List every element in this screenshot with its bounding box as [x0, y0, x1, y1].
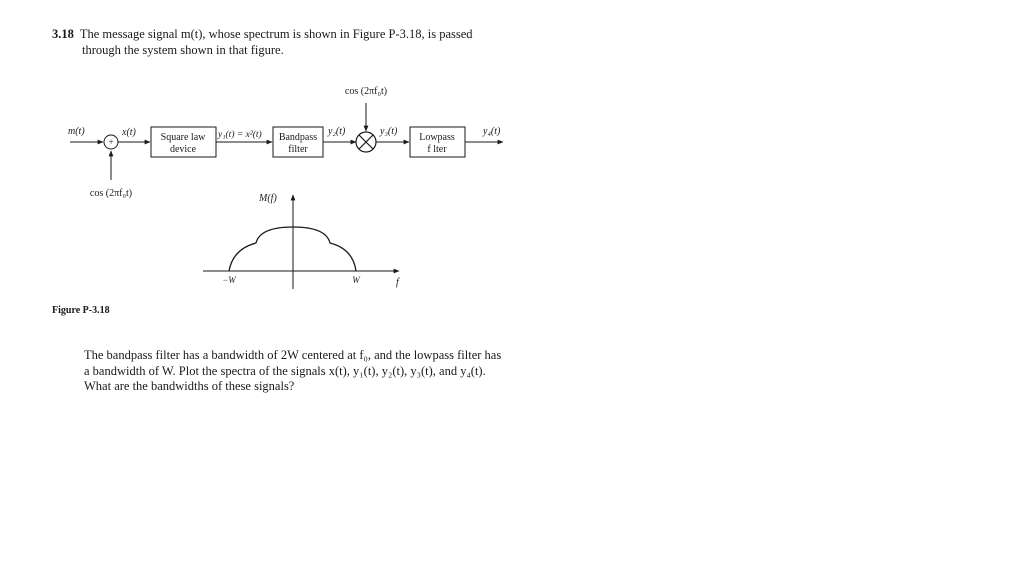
adder-sign: +	[108, 137, 114, 147]
bandpass-label-2: filter	[288, 144, 308, 155]
signal-y1-label: y₁(t) = x²(t)	[218, 130, 262, 140]
followup-line-3: What are the bandwidths of these signals?	[84, 379, 295, 393]
problem-line-1: The message signal m(t), whose spectrum is shown in Figure P-3.18, is passed	[79, 27, 473, 41]
spectrum-tick-neg-w: −W	[222, 275, 236, 285]
carrier-top-label: cos (2πf₀t)	[344, 86, 388, 97]
followup-line-2: a bandwidth of W. Plot the spectra of the signals x(t), y₁(t), y₂(t), y₃(t), and y₄(t).	[84, 363, 486, 378]
carrier-bottom-label: cos (2πf₀t)	[89, 188, 133, 199]
square-law-label-1: Square law	[160, 132, 206, 143]
bandpass-label-1: Bandpass	[278, 132, 318, 143]
signal-m-label: m(t)	[68, 126, 85, 137]
problem-followup	[84, 348, 534, 395]
signal-y4-label: y₄(t)	[483, 126, 501, 137]
problem-line-2: through the system shown in that figure.	[82, 42, 284, 57]
square-law-label-2: device	[169, 144, 197, 155]
lowpass-label-2: f lter	[427, 144, 447, 155]
lowpass-label-1: Lowpass	[419, 132, 455, 143]
figure-caption: Figure P-3.18	[52, 305, 110, 316]
problem-number: 3.18	[52, 27, 74, 41]
spectrum-ylabel: M(f)	[259, 193, 277, 204]
signal-y3-label: y₃(t)	[380, 126, 398, 137]
signal-y2-label: y₂(t)	[328, 126, 346, 137]
spectrum-tick-pos-w: W	[352, 275, 360, 285]
followup-line-1: The bandpass filter has a bandwidth of 2W centered at f₀, and the lowpass filter has	[84, 348, 502, 362]
signal-x-label: x(t)	[122, 127, 136, 138]
multiplier	[356, 132, 376, 152]
spectrum-xlabel: f	[396, 277, 399, 288]
